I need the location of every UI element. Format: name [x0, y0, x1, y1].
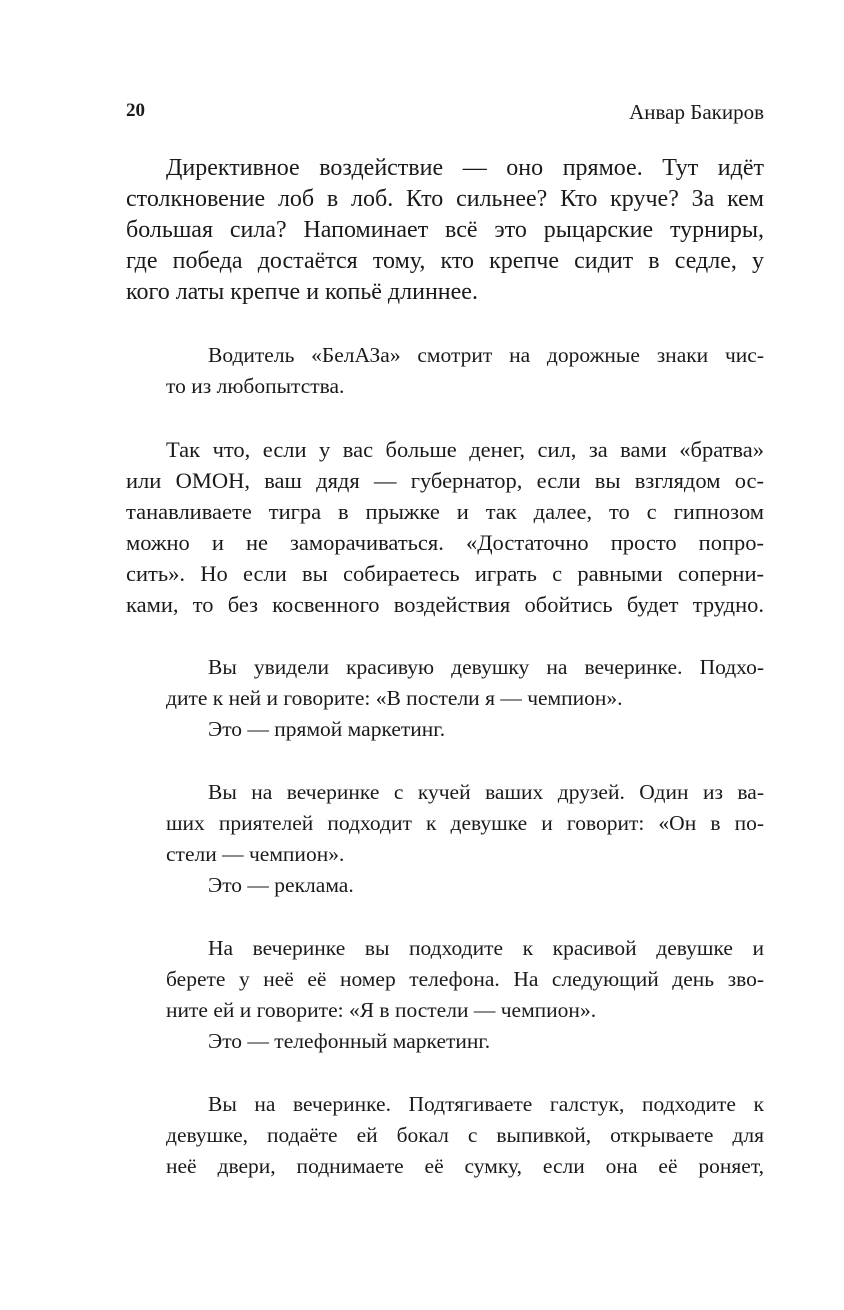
- text-line: большая сила? Напоминает всё это рыцарские турниры,: [126, 217, 764, 243]
- text-line: столкновение лоб в лоб. Кто сильнее? Кто круче? За кем: [126, 186, 764, 212]
- running-head-author: Анвар Бакиров: [629, 100, 764, 124]
- text-line: ните ей и говорите: «Я в постели — чемпион».: [166, 998, 597, 1022]
- paragraph-directive: [126, 153, 764, 308]
- quote-advertising: [126, 777, 764, 901]
- quote-telephone-marketing: [126, 933, 764, 1057]
- text-line: сить». Но если вы собираетесь играть с равными соперни-: [126, 561, 764, 586]
- text-line: Вы на вечеринке с кучей ваших друзей. Один из ва-: [208, 780, 764, 804]
- quote-direct-marketing: [126, 652, 764, 745]
- text-line: дите к ней и говорите: «В постели я — чемпион».: [166, 686, 623, 710]
- text-line: где победа достаётся тому, кто крепче сидит в седле, у: [126, 248, 764, 274]
- text-line: Водитель «БелАЗа» смотрит на дорожные знаки чис-: [208, 343, 764, 367]
- quote-belaz: [126, 340, 764, 402]
- text-line: Это — прямой маркетинг.: [208, 717, 446, 741]
- page-header: [126, 100, 764, 130]
- text-line: девушке, подаёте ей бокал с выпивкой, открываете для: [166, 1123, 764, 1147]
- text-line: Вы увидели красивую девушку на вечеринке. Подхо-: [208, 655, 764, 679]
- text-line: ших приятелей подходит к девушке и говорит: «Он в по-: [166, 811, 764, 835]
- text-line: или ОМОН, ваш дядя — губернатор, если вы взглядом ос-: [126, 468, 764, 493]
- text-line: Так что, если у вас больше денег, сил, за вами «братва»: [166, 437, 764, 462]
- text-line: то из любопытства.: [166, 374, 345, 398]
- text-line: Директивное воздействие — оно прямое. Тут идёт: [166, 155, 764, 181]
- page-number: 20: [126, 100, 145, 121]
- text-line: неё двери, поднимаете её сумку, если она её роняет,: [166, 1154, 764, 1178]
- quote-party: [126, 1089, 764, 1182]
- text-line: кого латы крепче и копьё длиннее.: [126, 279, 478, 305]
- text-line: берете у неё её номер телефона. На следующий день зво-: [166, 967, 764, 991]
- paragraph-indirect: [126, 434, 764, 620]
- text-line: можно и не заморачиваться. «Достаточно просто попро-: [126, 530, 764, 555]
- text-line: танавливаете тигра в прыжке и так далее, то с гипнозом: [126, 499, 764, 524]
- text-line: На вечеринке вы подходите к красивой девушке и: [208, 936, 764, 960]
- main-text: [126, 153, 764, 1182]
- text-line: Это — реклама.: [208, 873, 354, 897]
- text-line: ками, то без косвенного воздействия обойтись будет трудно.: [126, 592, 764, 617]
- text-line: Это — телефонный маркетинг.: [208, 1029, 491, 1053]
- text-line: стели — чемпион».: [166, 842, 345, 866]
- text-line: Вы на вечеринке. Подтягиваете галстук, подходите к: [208, 1092, 764, 1116]
